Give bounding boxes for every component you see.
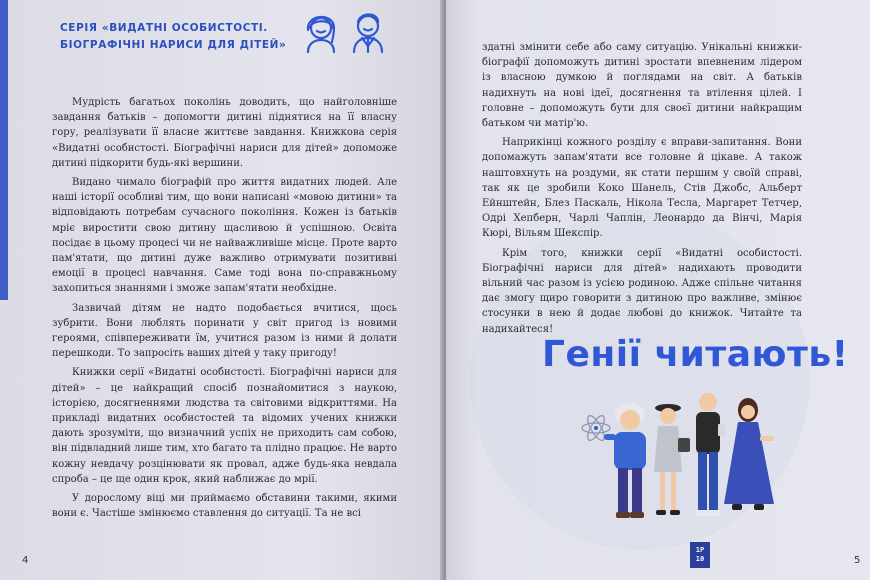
woman-in-blue-figure: [724, 398, 774, 510]
right-body-text: [482, 40, 802, 337]
publisher-logo-bottom: 10: [695, 555, 705, 563]
right-paragraph-3: Крім того, книжки серії «Видатні особистості. Біографічні нариси для дітей» надихають проводити вільний час разом із усією родиною. Адже спільне читання дає змогу щиро говорити з дитиною про важливе, змінює стосунки в нею й додає любові до книжок. Читайте та надихайтеся!: [482, 247, 802, 335]
publisher-logo-top: 1P: [695, 546, 705, 554]
boy-girl-outline-icon: [298, 6, 398, 54]
series-title-line-1: СЕРІЯ «ВИДАТНІ ОСОБИСТОСТІ.: [60, 22, 268, 34]
series-title-line-2: БІОГРАФІЧНІ НАРИСИ ДЛЯ ДІТЕЙ»: [60, 39, 287, 51]
headline-genii-read: Генії читають!: [542, 334, 849, 375]
publisher-logo: [690, 542, 710, 568]
woman-figure: [654, 404, 690, 515]
left-paragraph-4: Книжки серії «Видатні особистості. Біографічні нариси для дітей» – це найкращий спосіб познайомитися з наукою, історією, досягненнями людства та світовими відкриттями. На прикладі видатних особистостей та відомих учених книжки дають зрозуміти, що визначний успіх не приходить сам собою, він підвладний лише тим, хто багато та плідно працює. Не варто кожну невдачу розцінювати як провал, адже будь-яка невдала спроба – це ще один крок, який наближає до мрії.: [52, 367, 397, 485]
jobs-figure: [696, 393, 726, 516]
left-paragraph-2: Видано чимало біографій про життя видатних людей. Але наші історії особливі тим, що вони написані «мовою дитини» та відповідають потребам сучасного покоління. Кожен із батьків мріє виростити свою дитину щасливою й успішною. Освіта посідає в цьому процесі чи не найважливіше місце. Проте варто пам'ятати, що дитині дуже важливо отримувати позитивні емоції в процесі навчання. Саме тоді вона по-справжньому захопиться знаннями і зможе запам'ятати необхідне.: [52, 177, 397, 295]
left-paragraph-3: Зазвичай дітям не надто подобається вчитися, щось зубрити. Вони люблять поринати у світ пригод із новими героями, співпереживати їм, учитися разом із ними й долати перешкоди. То запросіть ваших дітей у таку пригоду!: [52, 302, 397, 360]
left-body-text: [52, 95, 397, 521]
blue-edge-strip: [0, 0, 8, 300]
right-paragraph-1: здатні змінити себе або саму ситуацію. Унікальні книжки-біографії допоможуть дитині зростати впевненим лідером із власною думкою й поглядами на світ. А батьків надихнуть на нові ідеї, досягнення та втілення цілей. І головне – допоможуть бути для своєї дитини найкращим батьком чи матір'ю.: [482, 42, 802, 130]
series-title: [60, 20, 300, 54]
left-paragraph-5: У дорослому віці ми приймаємо обставини такими, якими вони є. Частіше змінюємо ставлення до ситуації. Та не всі: [52, 493, 397, 520]
right-paragraph-2: Наприкінці кожного розділу є вправи-запитання. Вони допомажуть запам'ятати все головне й цікаве. А також наштовхнуть на роздуми, як стати першим у своїй справі, так як це зробили Коко Шанель, Стів Джобс, Альберт Ейнштейн, Блез Паскаль, Нікола Тесла, Маргарет Тетчер, Одрі Хепберн, Чарлі Чаплін, Леонардо да Вінчі, Марія Кюрі, Вільям Шекспір.: [482, 137, 802, 240]
left-paragraph-1: Мудрість багатьох поколінь доводить, що найголовніше завдання батьків – допомогти дитині піднятися на її власну гору, реалізувати її власне життєве завдання. Книжкова серія «Видатні особистості. Біографічні нариси для дітей» допоможе дитині підкорити будь-які вершини.: [52, 97, 397, 169]
famous-people-illustration: [578, 380, 788, 530]
einstein-figure: [604, 403, 646, 518]
page-number-right: 5: [854, 555, 861, 566]
page-number-left: 4: [22, 555, 29, 566]
